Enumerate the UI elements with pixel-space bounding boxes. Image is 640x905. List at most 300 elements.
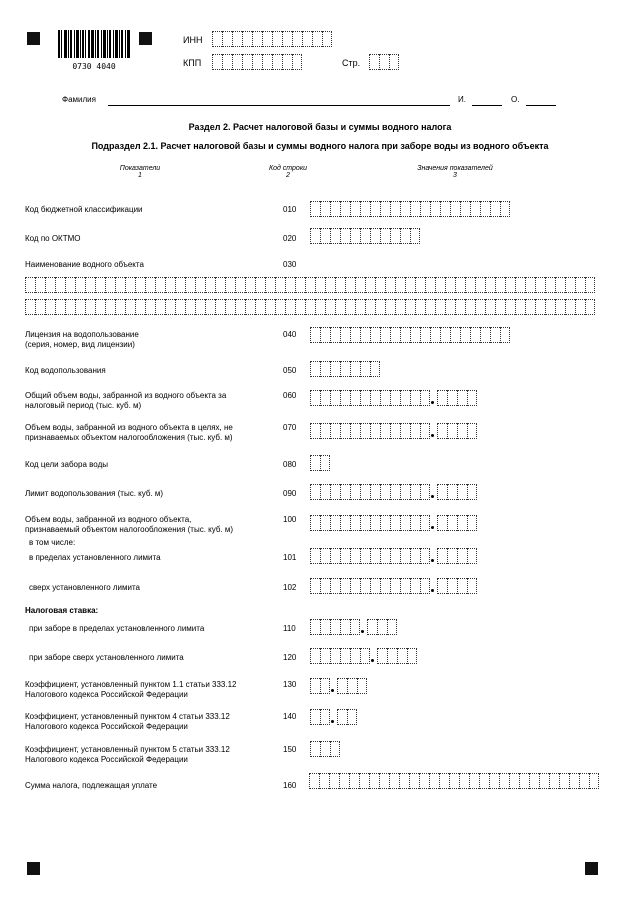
input-cell[interactable] xyxy=(325,277,335,293)
input-cell[interactable] xyxy=(457,390,467,406)
input-cell[interactable] xyxy=(309,773,319,789)
input-cell[interactable] xyxy=(410,423,420,439)
input-cell[interactable] xyxy=(275,299,285,315)
input-cell[interactable] xyxy=(579,773,589,789)
input-cell[interactable] xyxy=(135,277,145,293)
input-cell[interactable] xyxy=(400,327,410,343)
input-cell[interactable] xyxy=(295,277,305,293)
input-cell[interactable] xyxy=(235,299,245,315)
input-cell[interactable] xyxy=(565,277,575,293)
input-cell[interactable] xyxy=(485,277,495,293)
input-cell[interactable] xyxy=(379,54,389,70)
input-cell[interactable] xyxy=(310,741,320,757)
input-cell[interactable] xyxy=(225,299,235,315)
input-cell[interactable] xyxy=(430,201,440,217)
input-cell[interactable] xyxy=(265,277,275,293)
input-cell[interactable] xyxy=(350,327,360,343)
input-cell[interactable] xyxy=(312,31,322,47)
input-cell[interactable] xyxy=(115,277,125,293)
input-cell[interactable] xyxy=(380,201,390,217)
input-cell[interactable] xyxy=(437,484,447,500)
input-cell[interactable] xyxy=(437,423,447,439)
input-cell[interactable] xyxy=(455,299,465,315)
input-cell[interactable] xyxy=(350,361,360,377)
input-cell[interactable] xyxy=(340,578,350,594)
input-cell[interactable] xyxy=(420,327,430,343)
input-cell[interactable] xyxy=(35,299,45,315)
input-cell[interactable] xyxy=(370,327,380,343)
input-cell[interactable] xyxy=(437,548,447,564)
input-cell[interactable] xyxy=(447,423,457,439)
input-cell[interactable] xyxy=(397,648,407,664)
input-cell[interactable] xyxy=(459,773,469,789)
input-cell[interactable] xyxy=(445,299,455,315)
input-cell[interactable] xyxy=(25,299,35,315)
input-cell[interactable] xyxy=(410,548,420,564)
input-cell[interactable] xyxy=(272,54,282,70)
input-cell[interactable] xyxy=(489,773,499,789)
input-cell[interactable] xyxy=(155,299,165,315)
input-cell[interactable] xyxy=(320,578,330,594)
input-cell[interactable] xyxy=(265,299,275,315)
input-cell[interactable] xyxy=(360,327,370,343)
input-cell[interactable] xyxy=(105,277,115,293)
input-cell[interactable] xyxy=(390,578,400,594)
input-cell[interactable] xyxy=(337,678,347,694)
input-cell[interactable] xyxy=(252,31,262,47)
input-cell[interactable] xyxy=(535,299,545,315)
input-cell[interactable] xyxy=(390,484,400,500)
input-cell[interactable] xyxy=(285,299,295,315)
input-cell[interactable] xyxy=(310,455,320,471)
value-field-150[interactable] xyxy=(310,741,340,759)
input-cell[interactable] xyxy=(415,277,425,293)
input-cell[interactable] xyxy=(310,327,320,343)
input-cell[interactable] xyxy=(447,390,457,406)
input-cell[interactable] xyxy=(370,423,380,439)
input-cell[interactable] xyxy=(310,648,320,664)
input-cell[interactable] xyxy=(390,201,400,217)
input-cell[interactable] xyxy=(330,484,340,500)
input-cell[interactable] xyxy=(377,648,387,664)
input-cell[interactable] xyxy=(410,578,420,594)
input-cell[interactable] xyxy=(365,277,375,293)
input-cell[interactable] xyxy=(165,299,175,315)
input-cell[interactable] xyxy=(272,31,282,47)
input-cell[interactable] xyxy=(447,515,457,531)
input-cell[interactable] xyxy=(245,299,255,315)
input-cell[interactable] xyxy=(295,299,305,315)
input-cell[interactable] xyxy=(310,484,320,500)
input-cell[interactable] xyxy=(340,548,350,564)
input-cell[interactable] xyxy=(360,201,370,217)
input-cell[interactable] xyxy=(437,515,447,531)
input-cell[interactable] xyxy=(410,327,420,343)
input-cell[interactable] xyxy=(339,773,349,789)
input-cell[interactable] xyxy=(460,327,470,343)
input-cell[interactable] xyxy=(447,578,457,594)
input-cell[interactable] xyxy=(340,201,350,217)
value-field-080[interactable] xyxy=(310,455,330,473)
input-cell[interactable] xyxy=(232,54,242,70)
input-cell[interactable] xyxy=(282,54,292,70)
input-cell[interactable] xyxy=(320,648,330,664)
water-body-name-line-2[interactable] xyxy=(25,299,595,317)
input-cell[interactable] xyxy=(400,484,410,500)
input-cell[interactable] xyxy=(395,299,405,315)
input-cell[interactable] xyxy=(410,390,420,406)
input-cell[interactable] xyxy=(490,327,500,343)
input-cell[interactable] xyxy=(195,277,205,293)
input-cell[interactable] xyxy=(529,773,539,789)
input-cell[interactable] xyxy=(350,484,360,500)
input-cell[interactable] xyxy=(335,299,345,315)
input-cell[interactable] xyxy=(105,299,115,315)
input-cell[interactable] xyxy=(465,277,475,293)
input-cell[interactable] xyxy=(515,299,525,315)
input-cell[interactable] xyxy=(565,299,575,315)
input-cell[interactable] xyxy=(95,299,105,315)
input-cell[interactable] xyxy=(185,277,195,293)
input-cell[interactable] xyxy=(305,277,315,293)
input-cell[interactable] xyxy=(430,327,440,343)
input-cell[interactable] xyxy=(320,423,330,439)
input-cell[interactable] xyxy=(330,327,340,343)
input-cell[interactable] xyxy=(320,548,330,564)
input-cell[interactable] xyxy=(45,277,55,293)
input-cell[interactable] xyxy=(457,578,467,594)
input-cell[interactable] xyxy=(360,228,370,244)
input-cell[interactable] xyxy=(387,619,397,635)
inn-field[interactable] xyxy=(212,31,332,49)
input-cell[interactable] xyxy=(320,201,330,217)
input-cell[interactable] xyxy=(242,54,252,70)
input-cell[interactable] xyxy=(320,709,330,725)
input-cell[interactable] xyxy=(330,648,340,664)
input-cell[interactable] xyxy=(405,277,415,293)
input-cell[interactable] xyxy=(85,277,95,293)
value-field-050[interactable] xyxy=(310,361,380,379)
input-cell[interactable] xyxy=(467,515,477,531)
input-cell[interactable] xyxy=(425,277,435,293)
input-cell[interactable] xyxy=(310,619,320,635)
input-cell[interactable] xyxy=(370,548,380,564)
input-cell[interactable] xyxy=(390,423,400,439)
input-cell[interactable] xyxy=(337,709,347,725)
input-cell[interactable] xyxy=(467,484,477,500)
input-cell[interactable] xyxy=(420,201,430,217)
input-cell[interactable] xyxy=(360,361,370,377)
value-field-100[interactable] xyxy=(310,515,477,533)
input-cell[interactable] xyxy=(390,515,400,531)
input-cell[interactable] xyxy=(330,515,340,531)
input-cell[interactable] xyxy=(275,277,285,293)
input-cell[interactable] xyxy=(115,299,125,315)
page-number-field[interactable] xyxy=(369,54,399,72)
input-cell[interactable] xyxy=(485,299,495,315)
input-cell[interactable] xyxy=(379,773,389,789)
input-cell[interactable] xyxy=(330,228,340,244)
input-cell[interactable] xyxy=(350,515,360,531)
input-cell[interactable] xyxy=(225,277,235,293)
input-cell[interactable] xyxy=(407,648,417,664)
input-cell[interactable] xyxy=(330,741,340,757)
input-cell[interactable] xyxy=(469,773,479,789)
input-cell[interactable] xyxy=(235,277,245,293)
input-cell[interactable] xyxy=(555,299,565,315)
value-field-120[interactable] xyxy=(310,648,417,666)
input-cell[interactable] xyxy=(420,484,430,500)
input-cell[interactable] xyxy=(205,299,215,315)
input-cell[interactable] xyxy=(320,390,330,406)
input-cell[interactable] xyxy=(340,619,350,635)
input-cell[interactable] xyxy=(400,578,410,594)
input-cell[interactable] xyxy=(405,299,415,315)
input-cell[interactable] xyxy=(215,277,225,293)
input-cell[interactable] xyxy=(350,578,360,594)
input-cell[interactable] xyxy=(85,299,95,315)
input-cell[interactable] xyxy=(470,327,480,343)
input-cell[interactable] xyxy=(35,277,45,293)
value-field-130[interactable] xyxy=(310,678,367,696)
input-cell[interactable] xyxy=(329,773,339,789)
input-cell[interactable] xyxy=(215,299,225,315)
input-cell[interactable] xyxy=(389,773,399,789)
input-cell[interactable] xyxy=(320,515,330,531)
input-cell[interactable] xyxy=(310,390,320,406)
input-cell[interactable] xyxy=(400,423,410,439)
input-cell[interactable] xyxy=(545,299,555,315)
input-cell[interactable] xyxy=(65,299,75,315)
input-cell[interactable] xyxy=(457,515,467,531)
input-cell[interactable] xyxy=(380,548,390,564)
input-cell[interactable] xyxy=(212,54,222,70)
input-cell[interactable] xyxy=(499,773,509,789)
input-cell[interactable] xyxy=(292,54,302,70)
input-cell[interactable] xyxy=(322,31,332,47)
input-cell[interactable] xyxy=(500,201,510,217)
input-cell[interactable] xyxy=(320,619,330,635)
input-cell[interactable] xyxy=(465,299,475,315)
input-cell[interactable] xyxy=(457,484,467,500)
input-cell[interactable] xyxy=(380,515,390,531)
input-cell[interactable] xyxy=(425,299,435,315)
input-cell[interactable] xyxy=(335,277,345,293)
input-cell[interactable] xyxy=(195,299,205,315)
input-cell[interactable] xyxy=(55,299,65,315)
input-cell[interactable] xyxy=(330,201,340,217)
value-field-101[interactable] xyxy=(310,548,477,566)
input-cell[interactable] xyxy=(350,390,360,406)
input-cell[interactable] xyxy=(539,773,549,789)
input-cell[interactable] xyxy=(429,773,439,789)
input-cell[interactable] xyxy=(467,548,477,564)
input-cell[interactable] xyxy=(340,228,350,244)
input-cell[interactable] xyxy=(360,548,370,564)
input-cell[interactable] xyxy=(95,277,105,293)
kpp-field[interactable] xyxy=(212,54,302,72)
input-cell[interactable] xyxy=(419,773,429,789)
input-cell[interactable] xyxy=(525,277,535,293)
input-cell[interactable] xyxy=(480,327,490,343)
input-cell[interactable] xyxy=(310,361,320,377)
input-cell[interactable] xyxy=(360,423,370,439)
input-cell[interactable] xyxy=(255,299,265,315)
input-cell[interactable] xyxy=(282,31,292,47)
input-cell[interactable] xyxy=(457,423,467,439)
input-cell[interactable] xyxy=(310,678,320,694)
input-cell[interactable] xyxy=(350,548,360,564)
initial-o-field[interactable] xyxy=(526,95,556,106)
water-body-name-line-1[interactable] xyxy=(25,277,595,295)
input-cell[interactable] xyxy=(495,299,505,315)
input-cell[interactable] xyxy=(125,277,135,293)
input-cell[interactable] xyxy=(367,619,377,635)
input-cell[interactable] xyxy=(369,773,379,789)
input-cell[interactable] xyxy=(470,201,480,217)
input-cell[interactable] xyxy=(347,678,357,694)
input-cell[interactable] xyxy=(589,773,599,789)
input-cell[interactable] xyxy=(330,578,340,594)
input-cell[interactable] xyxy=(447,548,457,564)
input-cell[interactable] xyxy=(390,390,400,406)
input-cell[interactable] xyxy=(575,277,585,293)
input-cell[interactable] xyxy=(479,773,489,789)
input-cell[interactable] xyxy=(135,299,145,315)
input-cell[interactable] xyxy=(400,390,410,406)
input-cell[interactable] xyxy=(185,299,195,315)
input-cell[interactable] xyxy=(145,277,155,293)
input-cell[interactable] xyxy=(340,515,350,531)
input-cell[interactable] xyxy=(467,578,477,594)
input-cell[interactable] xyxy=(399,773,409,789)
input-cell[interactable] xyxy=(447,484,457,500)
input-cell[interactable] xyxy=(525,299,535,315)
input-cell[interactable] xyxy=(445,277,455,293)
input-cell[interactable] xyxy=(175,277,185,293)
input-cell[interactable] xyxy=(360,648,370,664)
input-cell[interactable] xyxy=(75,299,85,315)
input-cell[interactable] xyxy=(555,277,565,293)
input-cell[interactable] xyxy=(350,201,360,217)
input-cell[interactable] xyxy=(310,201,320,217)
input-cell[interactable] xyxy=(387,648,397,664)
input-cell[interactable] xyxy=(390,548,400,564)
input-cell[interactable] xyxy=(330,361,340,377)
input-cell[interactable] xyxy=(519,773,529,789)
value-field-010[interactable] xyxy=(310,201,510,219)
value-field-040[interactable] xyxy=(310,327,510,345)
input-cell[interactable] xyxy=(325,299,335,315)
input-cell[interactable] xyxy=(420,390,430,406)
input-cell[interactable] xyxy=(389,54,399,70)
input-cell[interactable] xyxy=(390,327,400,343)
input-cell[interactable] xyxy=(505,299,515,315)
input-cell[interactable] xyxy=(320,361,330,377)
input-cell[interactable] xyxy=(360,390,370,406)
input-cell[interactable] xyxy=(370,201,380,217)
input-cell[interactable] xyxy=(400,515,410,531)
input-cell[interactable] xyxy=(369,54,379,70)
input-cell[interactable] xyxy=(375,299,385,315)
input-cell[interactable] xyxy=(440,201,450,217)
input-cell[interactable] xyxy=(450,327,460,343)
input-cell[interactable] xyxy=(315,299,325,315)
input-cell[interactable] xyxy=(25,277,35,293)
input-cell[interactable] xyxy=(222,31,232,47)
input-cell[interactable] xyxy=(409,773,419,789)
input-cell[interactable] xyxy=(569,773,579,789)
input-cell[interactable] xyxy=(330,548,340,564)
input-cell[interactable] xyxy=(315,277,325,293)
value-field-020[interactable] xyxy=(310,228,420,246)
input-cell[interactable] xyxy=(475,299,485,315)
input-cell[interactable] xyxy=(420,578,430,594)
input-cell[interactable] xyxy=(350,648,360,664)
input-cell[interactable] xyxy=(449,773,459,789)
input-cell[interactable] xyxy=(285,277,295,293)
input-cell[interactable] xyxy=(340,390,350,406)
input-cell[interactable] xyxy=(585,299,595,315)
input-cell[interactable] xyxy=(370,228,380,244)
input-cell[interactable] xyxy=(375,277,385,293)
input-cell[interactable] xyxy=(455,277,465,293)
input-cell[interactable] xyxy=(175,299,185,315)
input-cell[interactable] xyxy=(232,31,242,47)
input-cell[interactable] xyxy=(155,277,165,293)
value-field-160[interactable] xyxy=(309,773,599,791)
input-cell[interactable] xyxy=(340,327,350,343)
input-cell[interactable] xyxy=(340,484,350,500)
value-field-090[interactable] xyxy=(310,484,477,502)
input-cell[interactable] xyxy=(252,54,262,70)
input-cell[interactable] xyxy=(310,423,320,439)
input-cell[interactable] xyxy=(165,277,175,293)
value-field-140[interactable] xyxy=(310,709,357,727)
input-cell[interactable] xyxy=(330,390,340,406)
input-cell[interactable] xyxy=(585,277,595,293)
input-cell[interactable] xyxy=(350,619,360,635)
input-cell[interactable] xyxy=(310,709,320,725)
input-cell[interactable] xyxy=(370,484,380,500)
input-cell[interactable] xyxy=(320,327,330,343)
input-cell[interactable] xyxy=(410,228,420,244)
input-cell[interactable] xyxy=(467,423,477,439)
input-cell[interactable] xyxy=(320,741,330,757)
input-cell[interactable] xyxy=(439,773,449,789)
input-cell[interactable] xyxy=(365,299,375,315)
input-cell[interactable] xyxy=(420,515,430,531)
input-cell[interactable] xyxy=(349,773,359,789)
input-cell[interactable] xyxy=(320,455,330,471)
input-cell[interactable] xyxy=(545,277,555,293)
input-cell[interactable] xyxy=(450,201,460,217)
input-cell[interactable] xyxy=(420,423,430,439)
input-cell[interactable] xyxy=(75,277,85,293)
input-cell[interactable] xyxy=(310,228,320,244)
input-cell[interactable] xyxy=(355,299,365,315)
input-cell[interactable] xyxy=(350,423,360,439)
input-cell[interactable] xyxy=(319,773,329,789)
input-cell[interactable] xyxy=(549,773,559,789)
input-cell[interactable] xyxy=(440,327,450,343)
input-cell[interactable] xyxy=(475,277,485,293)
input-cell[interactable] xyxy=(360,578,370,594)
input-cell[interactable] xyxy=(310,578,320,594)
input-cell[interactable] xyxy=(515,277,525,293)
input-cell[interactable] xyxy=(65,277,75,293)
input-cell[interactable] xyxy=(340,423,350,439)
